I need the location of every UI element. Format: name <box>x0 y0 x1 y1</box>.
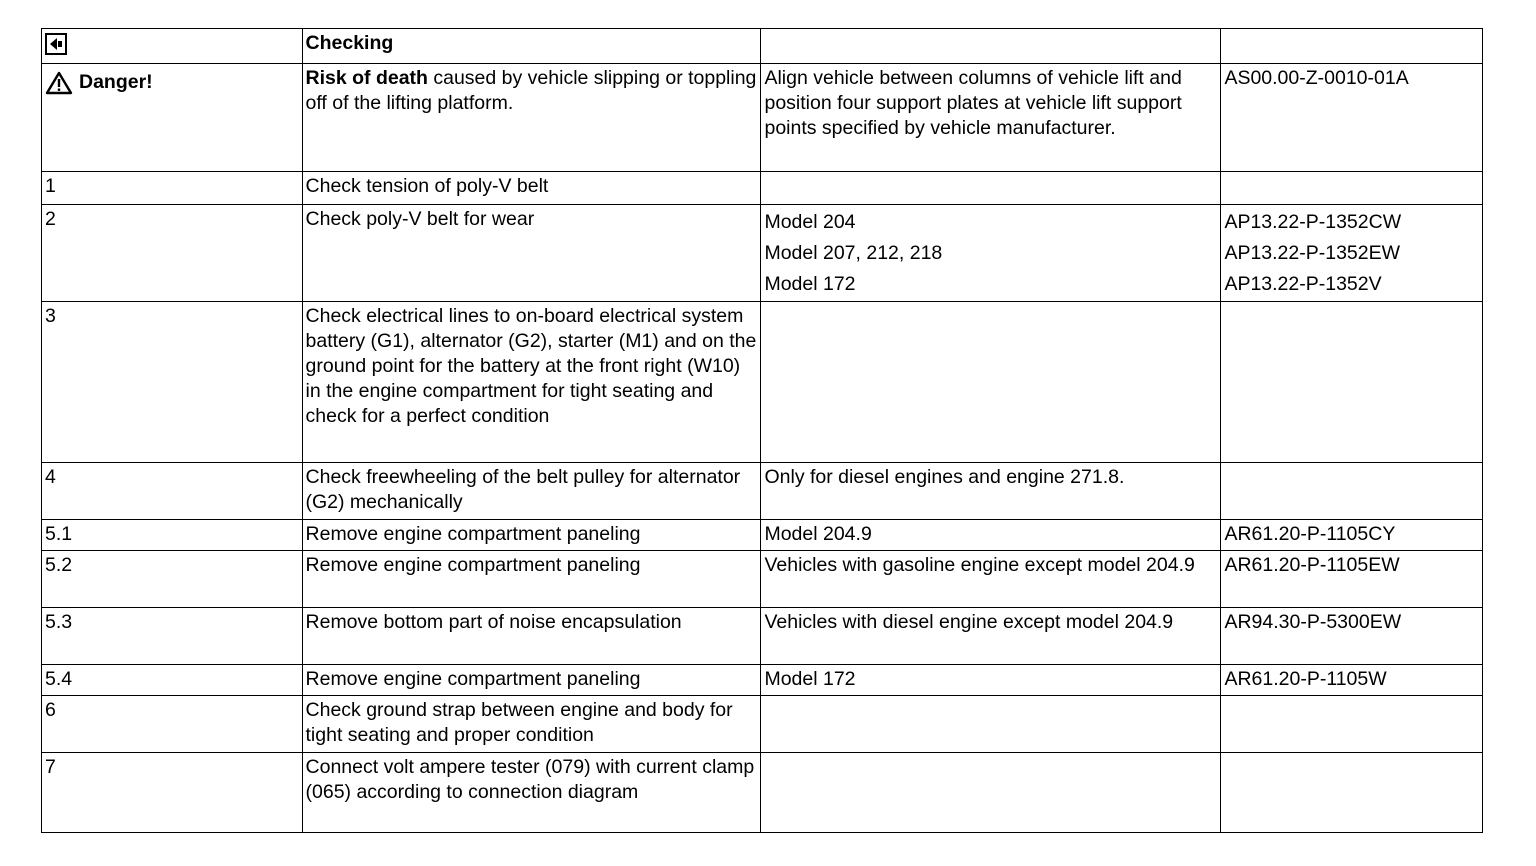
step-text: Check tension of poly-V belt <box>302 172 761 205</box>
step-notes <box>761 172 1221 205</box>
risk-description: caused by vehicle slipping or toppling off of the lifting platform. <box>305 67 757 114</box>
header-empty-cell <box>761 29 1221 64</box>
danger-row <box>42 64 1483 172</box>
step-notes: Vehicles with gasoline engine except model 204.9 <box>761 551 1221 608</box>
step-number: 2 <box>42 205 303 302</box>
reference-link[interactable]: AP13.22-P-1352CW <box>1224 211 1402 233</box>
table-row <box>42 665 1483 696</box>
step-number: 4 <box>42 463 303 520</box>
step-text: Check poly-V belt for wear <box>302 205 761 302</box>
step-number: 1 <box>42 172 303 205</box>
step-notes: Vehicles with diesel engine except model 204.9 <box>761 608 1221 665</box>
danger-reference[interactable]: AS00.00-Z-0010-01A <box>1221 64 1483 172</box>
table-row <box>42 463 1483 520</box>
procedure-table <box>41 28 1483 833</box>
risk-of-death-text: Risk of death <box>305 67 428 89</box>
header-title: Checking <box>302 29 761 64</box>
reference-link[interactable]: AR94.30-P-5300EW <box>1221 608 1483 665</box>
step-number: 7 <box>42 753 303 833</box>
step-text: Check ground strap between engine and body for tight seating and proper condition <box>302 696 761 753</box>
note-line: Model 172 <box>764 273 856 295</box>
warning-triangle-icon <box>45 71 73 95</box>
step-refs <box>1221 205 1483 302</box>
danger-label: Danger! <box>79 71 153 93</box>
step-number: 3 <box>42 302 303 463</box>
step-text: Connect volt ampere tester (079) with current clamp (065) according to connection diagram <box>302 753 761 833</box>
table-row <box>42 608 1483 665</box>
step-text: Check electrical lines to on-board electrical system battery (G1), alternator (G2), starter (M1) and on the ground point for the battery at the front right (W10) in the engine compartment for tight seating and check for a perfect condition <box>302 302 761 463</box>
header-icon-cell <box>42 29 303 64</box>
step-refs <box>1221 172 1483 205</box>
step-number: 5.2 <box>42 551 303 608</box>
danger-label-cell <box>42 64 303 172</box>
step-notes: Only for diesel engines and engine 271.8. <box>761 463 1221 520</box>
step-notes <box>761 302 1221 463</box>
header-empty-cell <box>1221 29 1483 64</box>
step-notes <box>761 205 1221 302</box>
danger-risk-cell <box>302 64 761 172</box>
step-number: 5.3 <box>42 608 303 665</box>
table-row <box>42 520 1483 551</box>
step-notes: Model 172 <box>761 665 1221 696</box>
reference-link[interactable]: AR61.20-P-1105CY <box>1221 520 1483 551</box>
header-row <box>42 29 1483 64</box>
step-text: Remove engine compartment paneling <box>302 520 761 551</box>
table-row <box>42 172 1483 205</box>
step-refs <box>1221 463 1483 520</box>
step-number: 6 <box>42 696 303 753</box>
note-line: Model 204 <box>764 211 856 233</box>
reference-link[interactable]: AP13.22-P-1352V <box>1224 273 1382 295</box>
note-line: Model 207, 212, 218 <box>764 242 943 264</box>
danger-instruction: Align vehicle between columns of vehicle lift and position four support plates at vehicle lift support points specified by vehicle manufacturer. <box>761 64 1221 172</box>
step-text: Remove engine compartment paneling <box>302 551 761 608</box>
table-row <box>42 551 1483 608</box>
step-refs <box>1221 696 1483 753</box>
table-row <box>42 302 1483 463</box>
step-number: 5.4 <box>42 665 303 696</box>
reference-link[interactable]: AR61.20-P-1105W <box>1221 665 1483 696</box>
step-notes <box>761 753 1221 833</box>
step-refs <box>1221 753 1483 833</box>
step-text: Remove bottom part of noise encapsulation <box>302 608 761 665</box>
step-notes <box>761 696 1221 753</box>
step-text: Check freewheeling of the belt pulley for alternator (G2) mechanically <box>302 463 761 520</box>
step-notes: Model 204.9 <box>761 520 1221 551</box>
step-text: Remove engine compartment paneling <box>302 665 761 696</box>
table-row <box>42 205 1483 302</box>
step-refs <box>1221 302 1483 463</box>
table-row <box>42 696 1483 753</box>
reference-link[interactable]: AP13.22-P-1352EW <box>1224 242 1401 264</box>
table-row <box>42 753 1483 833</box>
step-number: 5.1 <box>42 520 303 551</box>
speaker-icon[interactable] <box>45 33 67 55</box>
reference-link[interactable]: AR61.20-P-1105EW <box>1221 551 1483 608</box>
